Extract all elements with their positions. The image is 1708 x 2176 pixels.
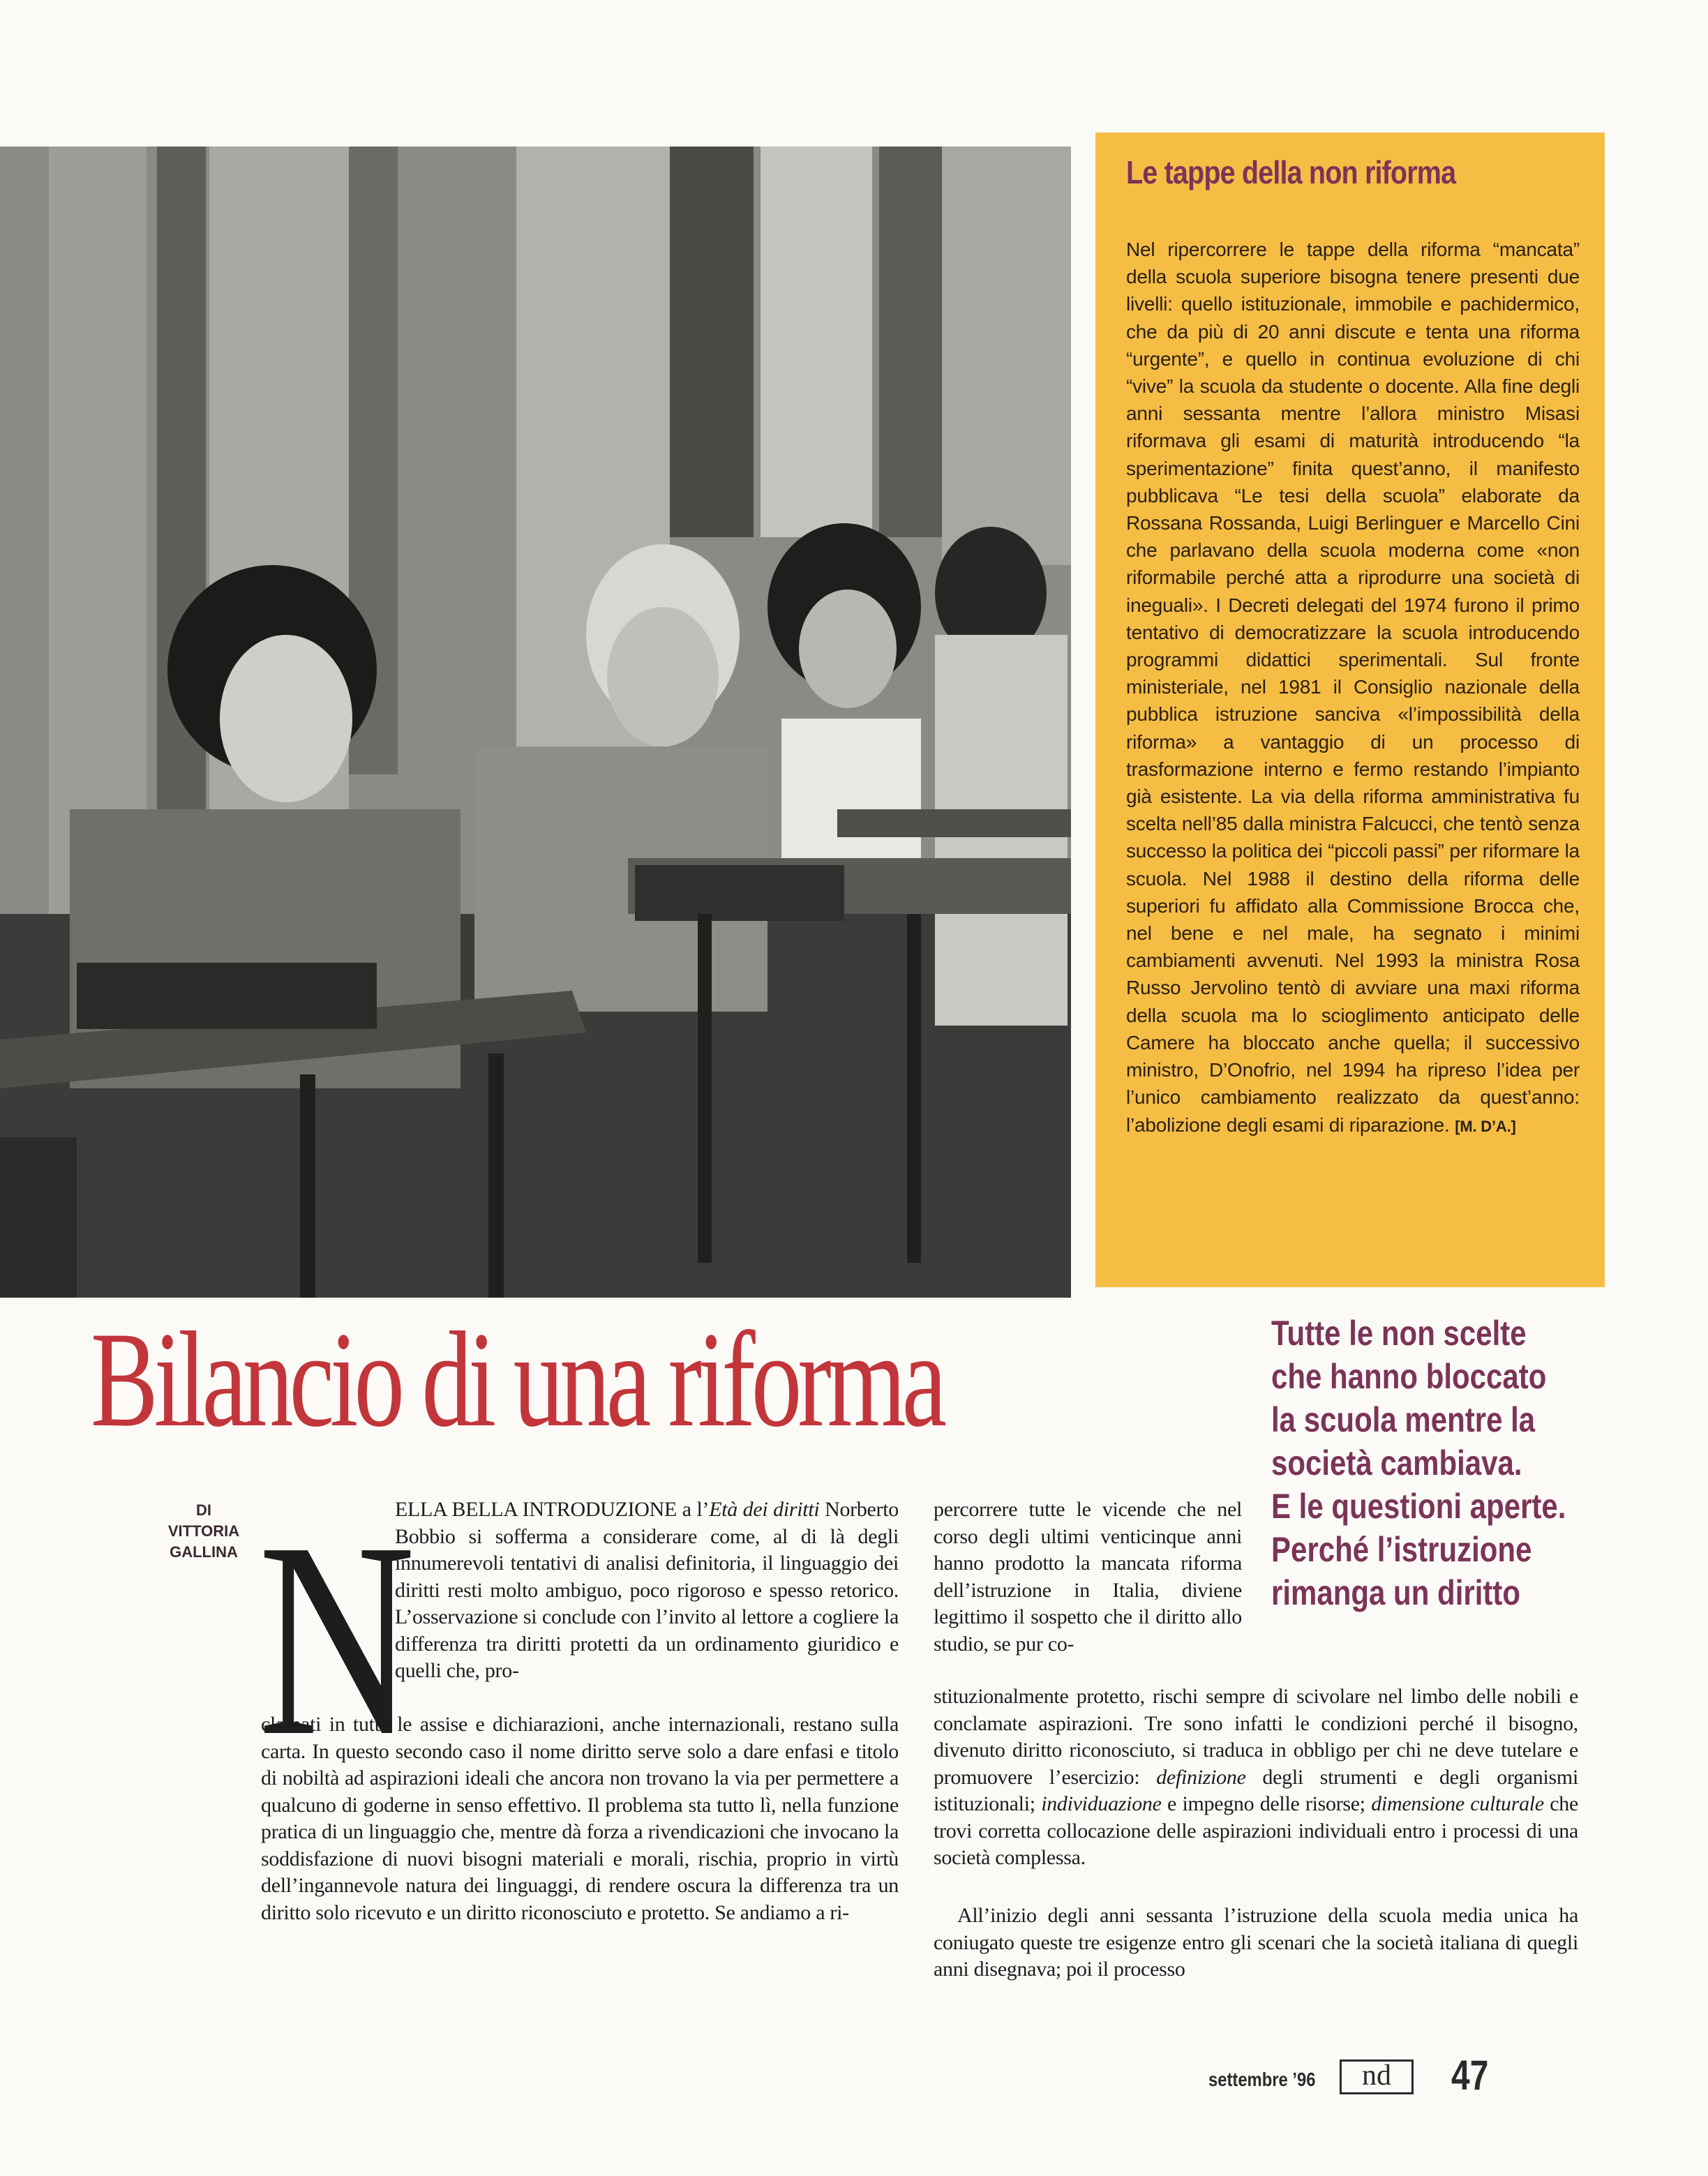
subtitle-line: la scuola mentre la: [1271, 1400, 1536, 1439]
page-number: 47: [1451, 2052, 1489, 2099]
sidebar-title: Le tappe della non riforma: [1126, 154, 1456, 190]
drop-cap: N: [258, 1485, 416, 1794]
footer-date: settembre ’96: [1208, 2069, 1316, 2090]
col2-text-c: e impegno delle risorse;: [1161, 1792, 1372, 1815]
article-headline: Bilancio di una riforma: [91, 1304, 943, 1455]
sidebar-credit: [M. D’A.]: [1455, 1117, 1516, 1135]
sidebar-body: [1126, 236, 1580, 1140]
col2-text-a: stituzionalmente protetto, rischi sempre di scivolare nel limbo delle nobili e conclamate aspirazioni. Tre sono infatti le condizioni perché il bisogno, divenuto diritto riconosciuto, si traduca in obbligo per chi ne deve tutelare e promuovere l’esercizio:: [934, 1685, 1578, 1789]
col2-italic-individuazione: individuazione: [1041, 1792, 1162, 1815]
byline-first-name: VITTORIA: [167, 1522, 240, 1540]
article-column-1-body: clamati in tutte le assise e dichiarazioni, anche internazionali, restano sulla carta. In questo secondo caso il nome diritto serve solo a dare enfasi e titolo di nobiltà ad aspirazioni ideali che ancora non trovano la via per permettere a qualcuno di goderne in senso effettivo. Il problema sta tutto lì, nella funzione pratica di un linguaggio che, mentre dà forza a rivendicazioni che invocano la soddisfazione di nuovi bisogni materiali e morali, rischia, proprio in virtù dell’ingannevole natura dei linguaggi, di rendere oscura la differenza tra un diritto solo ricevuto e un diritto riconosciuto e protetto. Se andiamo a ri-: [261, 1713, 899, 1924]
article-column-2-top: percorrere tutte le vicende che nel corso degli ultimi venticinque anni hanno prodotto la mancata riforma dell’istruzione in Italia, diviene legittimo il sospetto che il diritto allo studio, se pur co-: [934, 1498, 1242, 1656]
subtitle-line: Tutte le non scelte: [1271, 1314, 1527, 1353]
classroom-illustration: [0, 147, 1071, 1298]
subtitle-line: che hanno bloccato: [1271, 1357, 1547, 1396]
subtitle-line: rimanga un diritto: [1271, 1573, 1520, 1612]
article-subtitle: [1271, 1312, 1592, 1614]
byline-last-name: GALLINA: [170, 1543, 238, 1561]
col2-text-b: degli strumenti e degli organismi istituzionali;: [934, 1765, 1578, 1815]
subtitle-line: Perché l’istruzione: [1271, 1530, 1532, 1569]
lead-small-caps: ELLA BELLA INTRODUZIONE: [395, 1498, 677, 1521]
lead-book-title: Età dei diritti: [709, 1498, 820, 1521]
sidebar-box: [1095, 133, 1605, 1287]
col2-italic-dimensione: dimensione culturale: [1371, 1792, 1544, 1815]
col2-text-d: che trovi corretta collocazione delle aspirazioni individuali entro i processi di una società complessa.: [934, 1792, 1578, 1869]
byline: [162, 1500, 246, 1563]
subtitle-line: società cambiava.: [1271, 1443, 1522, 1483]
article-column-2-paragraph-2: All’inizio degli anni sessanta l’istruzione della scuola media unica ha coniugato queste tre esigenze entro gli scenari che la società italiana di quegli anni disegnava; poi il processo: [934, 1904, 1578, 1981]
subtitle-line: E le questioni aperte.: [1271, 1487, 1566, 1526]
byline-di: DI: [196, 1501, 211, 1519]
article-column-2-body: [934, 1683, 1578, 1872]
article-column-1-top: [395, 1496, 899, 1685]
classroom-photo: [0, 147, 1071, 1298]
lead-rest: Norberto Bobbio si sofferma a considerare come, al di là degli innumerevoli tentativi di analisi definitoria, il linguaggio dei diritti resti molto ambiguo, poco rigoroso e spesso retorico. L’osservazione si conclude con l’invito al lettore a cogliere la differenza tra diritti protetti da un ordinamento giuridico e quelli che, pro-: [395, 1498, 899, 1682]
sidebar-body-text: Nel ripercorrere le tappe della riforma “mancata” della scuola superiore bisogna tenere presenti due livelli: quello istituzionale, immobile e pachidermico, che da più di 20 anni discute e tenta una riforma “urgente”, e quello in continua evoluzione di chi “vive” la scuola da studente o docente. Alla fine degli anni sessanta mentre l’allora ministro Misasi riformava gli esami di maturità introducendo “la sperimentazione” finita quest’anno, il manifesto pubblicava “Le tesi della scuola” elaborate da Rossana Rossanda, Luigi Berlinguer e Marcello Cini che parlavano della scuola moderna come «non riformabile perché atta a riprodurre una società di ineguali». I Decreti delegati del 1974 furono il primo tentativo di democratizzare la scuola introducendo programmi didattici sperimentali. Sul fronte ministeriale, nel 1981 il Consiglio nazionale della pubblica istruzione sanciva «l’impossibilità della riforma» a vantaggio di un processo di trasformazione interno e fermo restando l’impianto già esistente. La via della riforma amministrativa fu scelta nell’85 dalla ministra Falcucci, che tentò senza successo la politica dei “piccoli passi” per riformare la scuola. Nel 1988 il destino della riforma delle superiori fu affidato alla Commissione Brocca che, nel bene e nel male, ha segnato i minimi cambiamenti avvenuti. Nel 1993 la ministra Rosa Russo Jervolino tentò di avviare una maxi riforma della scuola ma lo scioglimento anticipato delle Camere ha bloccato anche quella; il successivo ministro, D’Onofrio, nel 1994 ha ripreso l’idea per l’unico cambiamento realizzato da quest’anno: l’abolizione degli esami di riparazione.: [1126, 239, 1580, 1136]
magazine-logo: nd: [1340, 2059, 1414, 2094]
lead-a: a l’: [677, 1498, 710, 1521]
col2-italic-definizione: definizione: [1156, 1765, 1246, 1789]
